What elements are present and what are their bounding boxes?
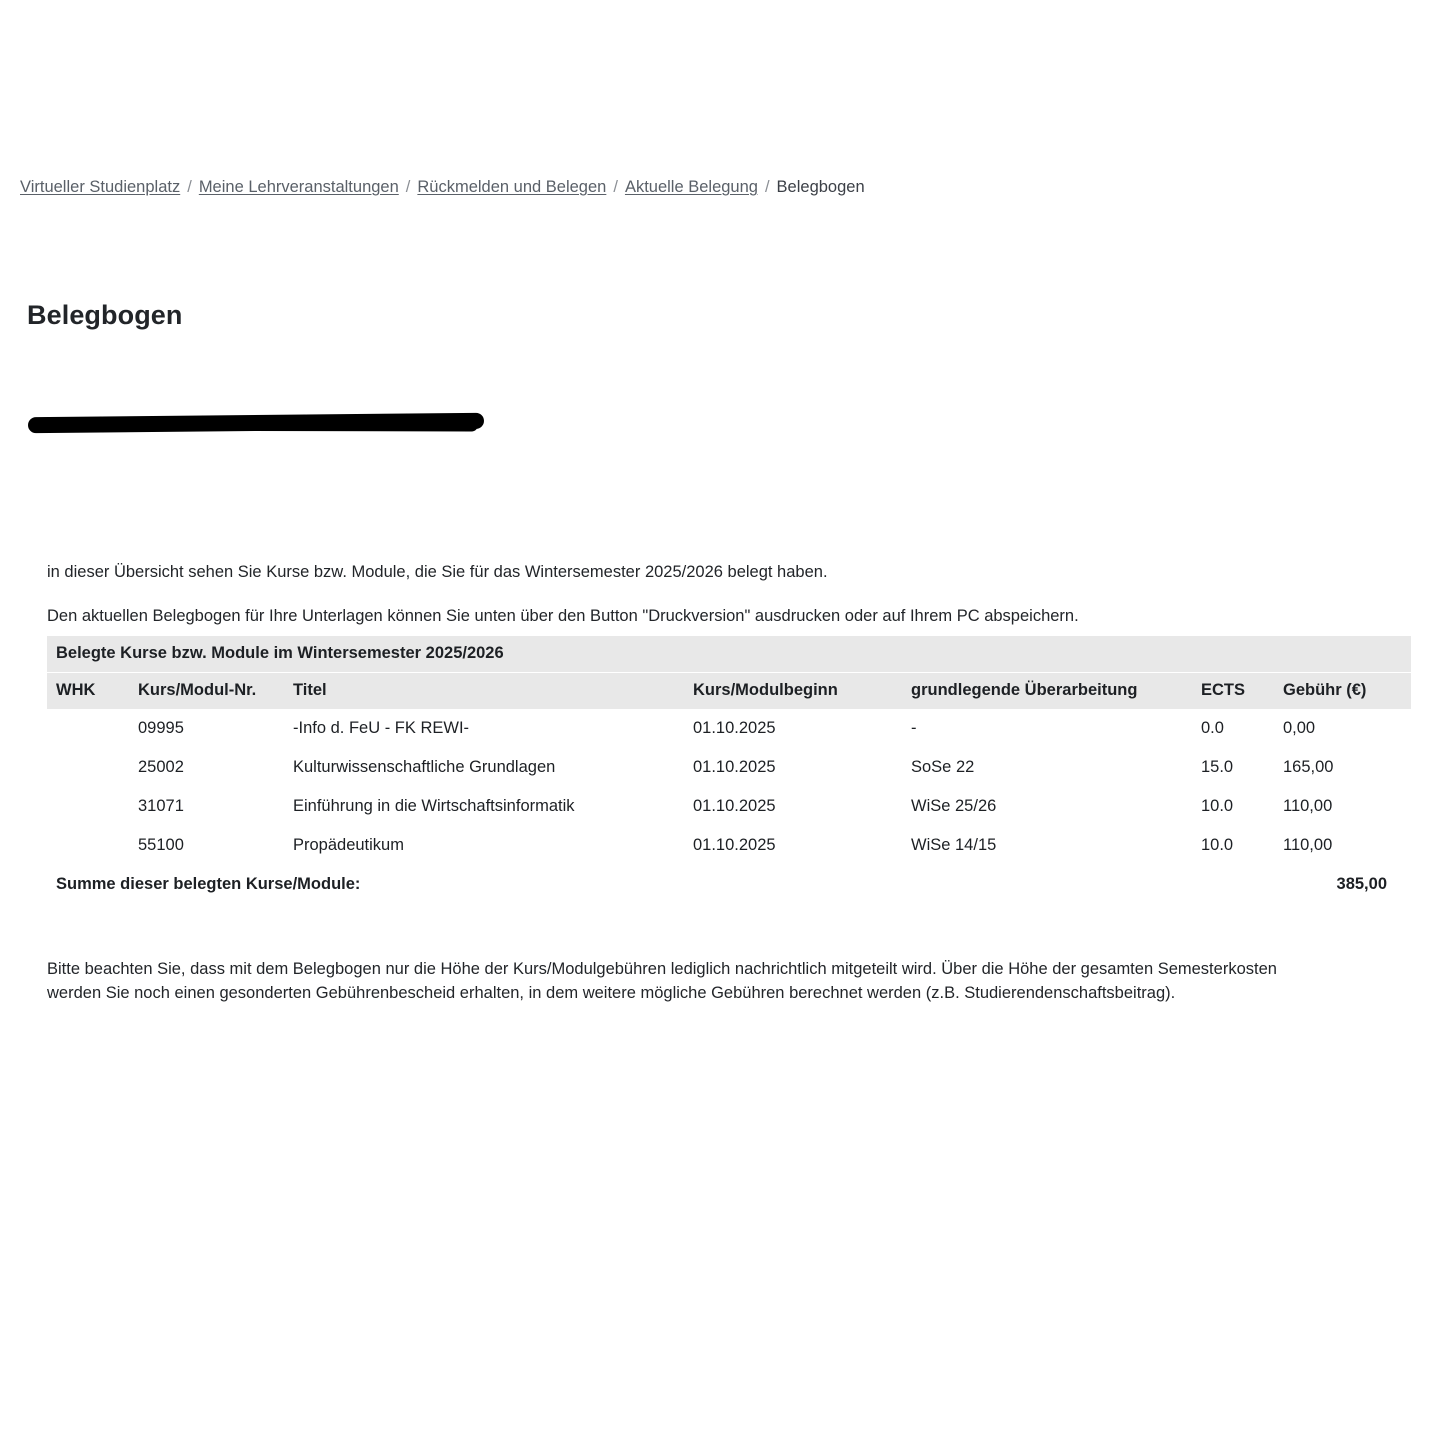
table-caption: Belegte Kurse bzw. Module im Wintersemester 2025/2026 bbox=[47, 636, 1411, 672]
breadcrumb-separator: / bbox=[405, 178, 411, 196]
intro-paragraph-1: in dieser Übersicht sehen Sie Kurse bzw. Module, die Sie für das Wintersemester 2025/2026 belegt haben. bbox=[47, 562, 828, 581]
table-body bbox=[47, 709, 1411, 952]
breadcrumb-item-rueckmelden-und-belegen[interactable]: Rückmelden und Belegen bbox=[417, 178, 607, 196]
table-filler-row bbox=[47, 904, 1411, 952]
cell-ueberarbeitung: SoSe 22 bbox=[902, 748, 1192, 787]
page-title: Belegbogen bbox=[27, 300, 183, 331]
breadcrumb-item-virtueller-studienplatz[interactable]: Virtueller Studienplatz bbox=[20, 178, 181, 196]
redaction-bar bbox=[28, 413, 484, 433]
breadcrumb-item-aktuelle-belegung[interactable]: Aktuelle Belegung bbox=[624, 178, 758, 196]
cell-titel: Einführung in die Wirtschaftsinformatik bbox=[284, 787, 684, 826]
footnote-text: Bitte beachten Sie, dass mit dem Belegbogen nur die Höhe der Kurs/Modulgebühren lediglich nachrichtlich mitgeteilt wird. Über die Höhe der gesamten Semesterkosten werden Sie noch einen gesonderten Gebührenbescheid erhalten, in dem weitere mögliche Gebühren berechnet werden (z.B. Studierendenschaftsbeitrag). bbox=[47, 959, 1277, 1003]
cell-ects: 10.0 bbox=[1192, 787, 1274, 826]
cell-kurs-nr: 55100 bbox=[129, 826, 284, 865]
breadcrumb-separator: / bbox=[613, 178, 618, 196]
column-header-whk: WHK bbox=[47, 673, 129, 710]
column-header-kurs-modul-nr: Kurs/Modul-Nr. bbox=[129, 673, 284, 710]
table-row bbox=[47, 787, 1411, 826]
intro-paragraph-2: Den aktuellen Belegbogen für Ihre Unterlagen können Sie unten über den Button "Druckversion" ausdrucken oder auf Ihrem PC abspeichern. bbox=[47, 606, 1079, 625]
cell-ects: 15.0 bbox=[1192, 748, 1274, 787]
cell-ueberarbeitung: - bbox=[902, 709, 1192, 748]
column-header-grundlegende-ueberarbeitung: grundlegende Überarbeitung bbox=[902, 673, 1192, 710]
column-header-kurs-modulbeginn: Kurs/Modulbeginn bbox=[684, 673, 902, 710]
sum-value: 385,00 bbox=[1274, 865, 1411, 904]
table-row bbox=[47, 748, 1411, 787]
breadcrumb-item-belegbogen: Belegbogen bbox=[776, 178, 865, 196]
cell-gebuehr: 110,00 bbox=[1274, 826, 1411, 865]
sum-label: Summe dieser belegten Kurse/Module: bbox=[47, 865, 1274, 904]
filler-cell bbox=[47, 904, 1411, 952]
table-sum-row bbox=[47, 865, 1411, 904]
table-header-row bbox=[47, 673, 1411, 710]
cell-ueberarbeitung: WiSe 25/26 bbox=[902, 787, 1192, 826]
cell-gebuehr: 165,00 bbox=[1274, 748, 1411, 787]
cell-titel: Propädeutikum bbox=[284, 826, 684, 865]
column-header-gebuehr: Gebühr (€) bbox=[1274, 673, 1411, 710]
cell-whk bbox=[47, 748, 129, 787]
cell-ects: 0.0 bbox=[1192, 709, 1274, 748]
cell-gebuehr: 0,00 bbox=[1274, 709, 1411, 748]
breadcrumb-separator: / bbox=[187, 178, 192, 196]
redacted-personal-info bbox=[28, 405, 498, 445]
cell-beginn: 01.10.2025 bbox=[684, 709, 902, 748]
cell-ueberarbeitung: WiSe 14/15 bbox=[902, 826, 1192, 865]
table-header bbox=[47, 673, 1411, 710]
cell-ects: 10.0 bbox=[1192, 826, 1274, 865]
cell-beginn: 01.10.2025 bbox=[684, 748, 902, 787]
cell-titel: -Info d. FeU - FK REWI- bbox=[284, 709, 684, 748]
cell-gebuehr: 110,00 bbox=[1274, 787, 1411, 826]
breadcrumb-item-meine-lehrveranstaltungen[interactable]: Meine Lehrveranstaltungen bbox=[198, 178, 399, 196]
courses-table bbox=[47, 636, 1411, 952]
cell-beginn: 01.10.2025 bbox=[684, 826, 902, 865]
table-row bbox=[47, 709, 1411, 748]
courses-table-container bbox=[47, 636, 1411, 952]
table-row bbox=[47, 826, 1411, 865]
cell-kurs-nr: 31071 bbox=[129, 787, 284, 826]
cell-whk bbox=[47, 787, 129, 826]
cell-whk bbox=[47, 826, 129, 865]
column-header-ects: ECTS bbox=[1192, 673, 1274, 710]
breadcrumb-separator: / bbox=[764, 178, 770, 196]
cell-beginn: 01.10.2025 bbox=[684, 787, 902, 826]
cell-kurs-nr: 25002 bbox=[129, 748, 284, 787]
column-header-titel: Titel bbox=[284, 673, 684, 710]
breadcrumb bbox=[20, 178, 865, 198]
cell-kurs-nr: 09995 bbox=[129, 709, 284, 748]
cell-whk bbox=[47, 709, 129, 748]
cell-titel: Kulturwissenschaftliche Grundlagen bbox=[284, 748, 684, 787]
